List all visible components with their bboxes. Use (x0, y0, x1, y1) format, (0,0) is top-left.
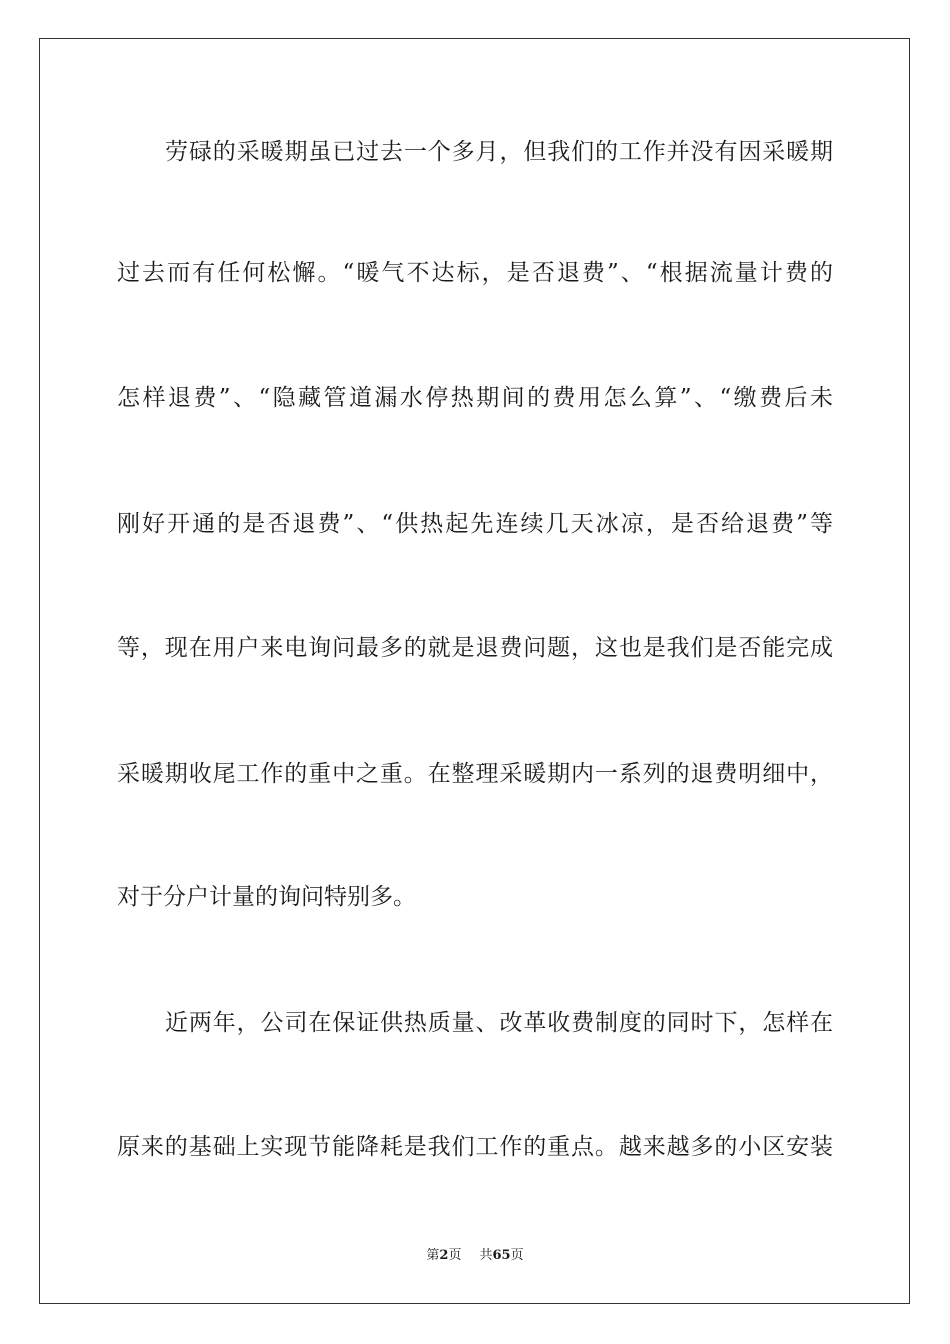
text-line: 劳碌的采暖期虽已过去一个多月，但我们的工作并没有因采暖期 (165, 139, 833, 165)
text-line: 近两年，公司在保证供热质量、改革收费制度的同时下，怎样在 (165, 1010, 833, 1036)
text-line: 怎样退费”、“隐藏管道漏水停热期间的费用怎么算”、“缴费后未 (117, 385, 833, 411)
text-line: 原来的基础上实现节能降耗是我们工作的重点。越来越多的小区安装 (117, 1134, 833, 1160)
page-number: 2 (439, 1248, 449, 1263)
text-line: 过去而有任何松懈。“暖气不达标，是否退费”、“根据流量计费的 (117, 260, 833, 286)
text-line: 采暖期收尾工作的重中之重。在整理采暖期内一系列的退费明细中， (117, 761, 833, 787)
text-line: 等，现在用户来电询问最多的就是退费问题，这也是我们是否能完成 (117, 635, 833, 661)
page-prefix: 第 (426, 1248, 440, 1263)
page-footer (0, 1247, 950, 1265)
text-line: 刚好开通的是否退费”、“供热起先连续几天冰凉，是否给退费”等 (117, 511, 833, 537)
total-suffix: 页 (510, 1248, 524, 1263)
total-pages: 65 (492, 1248, 511, 1263)
page-suffix: 页 (448, 1248, 462, 1263)
page-border (39, 38, 910, 1304)
total-prefix: 共 (479, 1248, 493, 1263)
text-line: 对于分户计量的询问特别多。 (117, 884, 416, 910)
